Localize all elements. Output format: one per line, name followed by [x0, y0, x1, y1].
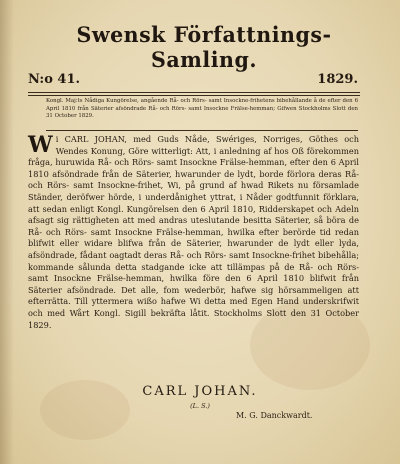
page-edge-shadow: [0, 0, 14, 464]
decree-body-text: i CARL JOHAN, med Guds Nåde, Swériges, Norriges, Göthes och Wendes Konung, Göre witterligt: Att, i anledning af hos Oß förekommen fråga, huruwida Rå- och Rörs- samt Insockne Frälse-hemman, efter den 6 April 1810 afsöndrade från de Säterier, hwarunder de lydt, borde förlora deras Rå- och Rörs- samt Insockne-frihet, Wi, på grund af hwad Rikets nu församlade Ständer, deröfwer hörde, i underdånighet yttrat, i Nåder godtfunnit förklara, att sedan enligt Kongl. Kungörelsen den 6 April 1810, Ridderskapet och Adeln afsagt sig rättigheten att med andras uteslutande besitta Säterier, så böra de Rå- och Rörs- samt Insockne Frälse-hemman, hwilka efter berörde tid redan blifwit eller widare blifwa från de Säterier, hwarunder de lydt eller lyda, afsöndrade, fådant oagtadt deras Rå- och Rörs- samt Insockne-frihet bibehålla; kommande sålunda detta stadgande icke att tillämpas på de Rå- och Rörs- samt Insockne Frälse-hemman, hwilka före den 6 April 1810 blifwit från Säterier afsöndrade. Det alle, fom wederbör, hafwe sig hörsammeligen att efterrätta. Till yttermera wißo hafwe Wi detta med Egen Hand underskrifwit och med Wårt Kongl. Sigill bekräfta låtit. Stockholms Slott den 31 October 1829.: [28, 134, 359, 330]
header-rule-top: [28, 92, 360, 93]
summary-rule: [46, 130, 358, 131]
issue-number: N:o 41.: [28, 72, 81, 87]
royal-signature: CARL JOHAN.: [142, 384, 258, 399]
drop-cap: W: [28, 132, 53, 158]
issue-year: 1829.: [317, 72, 358, 87]
decree-summary: Kongl. Maj:ts Nådiga Kungörelse, angående Rå- och Rörs- samt Insockne-frihetens bibehållande å de efter den 6 April 1810 från Säterier afsöndrade Rå- och Rörs- samt Insockne Frälse-hemman; Gifwen Stockholms Slott den 31 October 1829.: [46, 98, 358, 120]
header-rule-bottom: [28, 95, 360, 96]
issue-row: [28, 72, 358, 87]
decree-body: [28, 134, 359, 331]
countersignature: M. G. Danckwardt.: [236, 411, 313, 420]
seal-mark: (L. S.): [190, 402, 210, 410]
masthead-title: Swensk Författnings-Samling.: [76, 22, 332, 72]
